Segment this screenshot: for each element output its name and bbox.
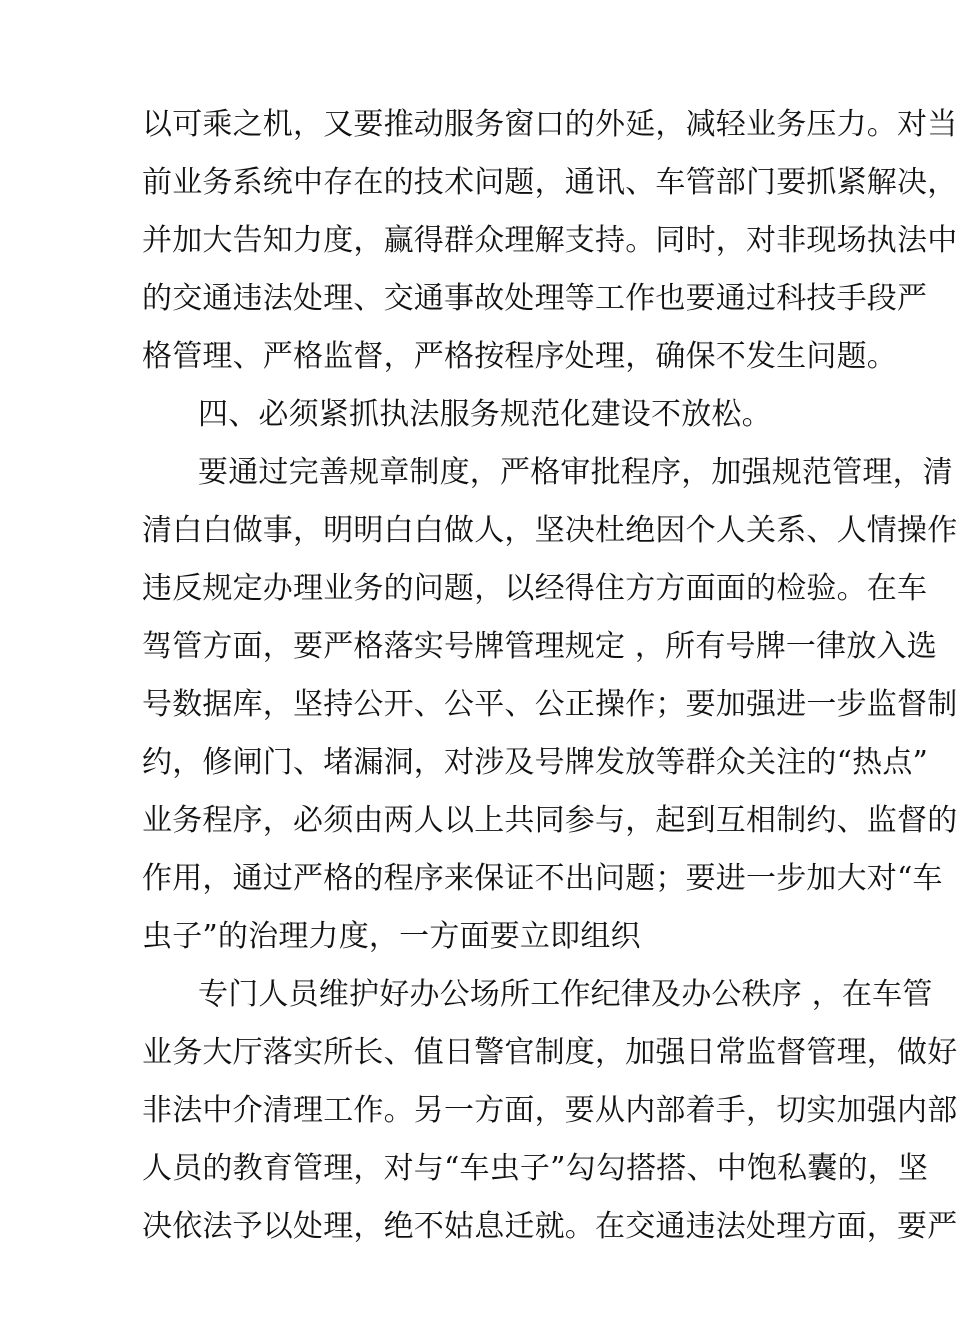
text-line: 非法中介清理工作。另一方面，要从内部着手，切实加强内部 xyxy=(142,1093,957,1128)
section-heading-4 xyxy=(142,386,812,444)
section-heading: 四、必须紧抓执法服务规范化建设不放松。 xyxy=(198,397,772,432)
text-line: 业务程序，必须由两人以上共同参与，起到互相制约、监督的 xyxy=(142,803,957,838)
text-line: 的交通违法处理、交通事故处理等工作也要通过科技手段严 xyxy=(142,281,928,316)
text-line: 业务大厅落实所长、值日警官制度，加强日常监督管理，做好 xyxy=(142,1035,957,1070)
document-body xyxy=(142,96,957,1256)
text-line: 约，修闸门、堵漏洞，对涉及号牌发放等群众关注的“热点” xyxy=(142,745,929,780)
paragraph-3 xyxy=(142,444,957,966)
text-line: 号数据库，坚持公开、公平、公正操作；要加强进一步监督制 xyxy=(142,687,957,722)
text-line: 驾管方面，要严格落实号牌管理规定 ，所有号牌一律放入选 xyxy=(142,629,937,664)
text-line: 专门人员维护好办公场所工作纪律及办公秩序 ，在车管 xyxy=(198,977,933,1012)
text-line: 清白白做事，明明白白做人，坚决杜绝因个人关系、人情操作 xyxy=(142,513,957,548)
text-line: 要通过完善规章制度，严格审批程序，加强规范管理，清 xyxy=(198,455,953,490)
paragraph-1 xyxy=(142,96,957,386)
text-line: 人员的教育管理，对与“车虫子”勾勾搭搭、中饱私囊的，坚 xyxy=(142,1151,929,1186)
text-line: 以可乘之机，又要推动服务窗口的外延，减轻业务压力。对当 xyxy=(142,107,957,142)
text-line: 虫子”的治理力度，一方面要立即组织 xyxy=(142,919,641,954)
text-line: 违反规定办理业务的问题，以经得住方方面面的检验。在车 xyxy=(142,571,928,606)
text-line: 并加大告知力度，赢得群众理解支持。同时，对非现场执法中 xyxy=(142,223,957,258)
paragraph-4 xyxy=(142,966,957,1256)
text-line: 作用，通过严格的程序来保证不出问题；要进一步加大对“车 xyxy=(142,861,943,896)
text-line: 前业务系统中存在的技术问题，通讯、车管部门要抓紧解决， xyxy=(142,165,957,200)
text-line: 决依法予以处理，绝不姑息迁就。在交通违法处理方面，要严 xyxy=(142,1209,957,1244)
text-line: 格管理、严格监督，严格按程序处理，确保不发生问题。 xyxy=(142,339,897,374)
